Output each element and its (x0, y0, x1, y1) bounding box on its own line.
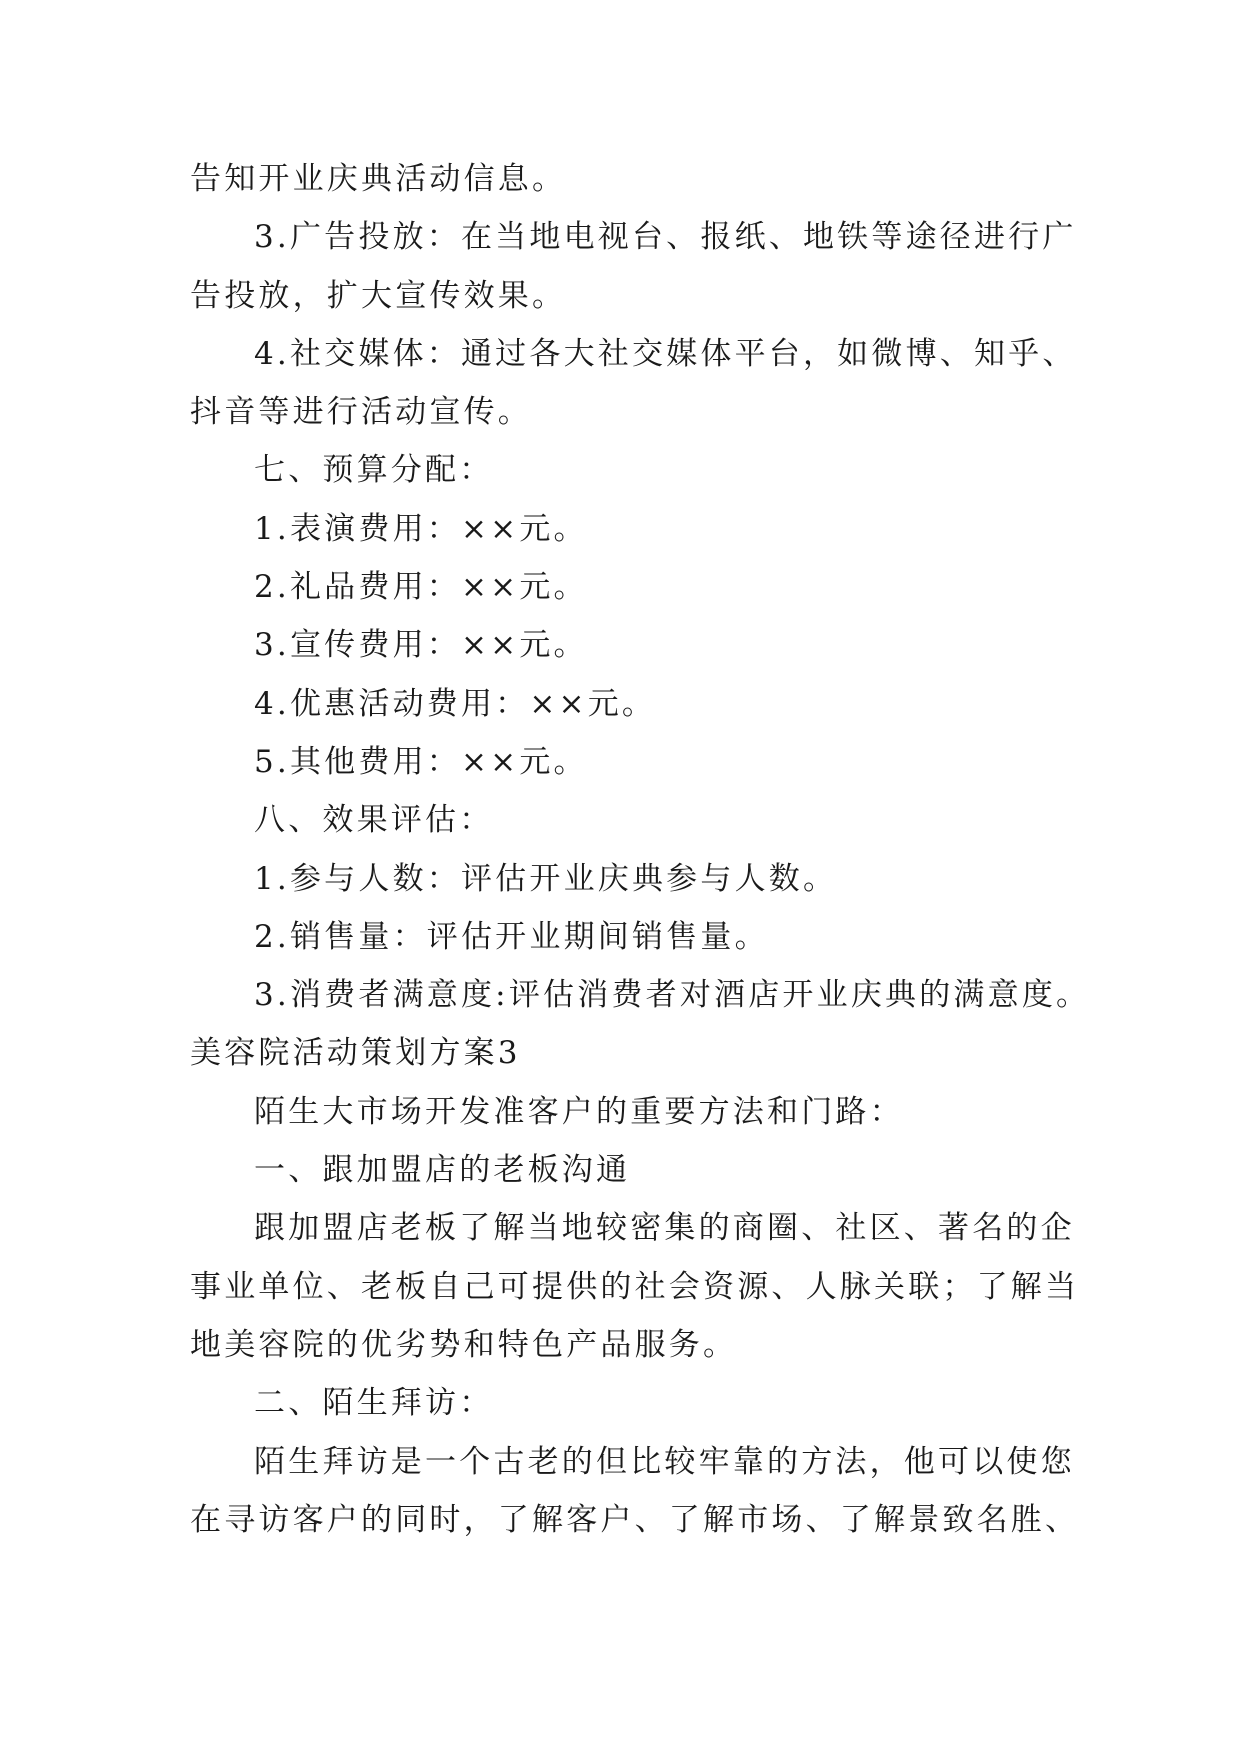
list-item: 3.宣传费用：××元。 (254, 627, 588, 664)
section-heading-evaluation: 八、效果评估： (254, 802, 494, 839)
paragraph-line: 抖音等进行活动宣传。 (190, 394, 532, 431)
paragraph-line: 告知开业庆典活动信息。 (190, 161, 567, 197)
document-body (190, 150, 1091, 1549)
paragraph-line: 跟加盟店老板了解当地较密集的商圈、社区、著名的企 (254, 1210, 1075, 1247)
list-item: 2.礼品费用：××元。 (254, 569, 588, 606)
section-heading-visit: 二、陌生拜访： (254, 1385, 494, 1422)
section-heading-budget: 七、预算分配： (254, 452, 494, 489)
list-item: 5.其他费用：××元。 (254, 743, 588, 780)
paragraph-line: 3.广告投放：在当地电视台、报纸、地铁等途径进行广 (254, 219, 1077, 256)
paragraph-line: 在寻访客户的同时，了解客户、了解市场、了解景致名胜、 (190, 1501, 1080, 1538)
paragraph-line: 告投放，扩大宣传效果。 (190, 277, 567, 314)
paragraph-line: 陌生拜访是一个古老的但比较牢靠的方法，他可以使您 (254, 1443, 1075, 1480)
paragraph-line: 地美容院的优劣势和特色产品服务。 (190, 1326, 738, 1363)
list-item: 1.表演费用：××元。 (254, 510, 588, 547)
paragraph-line: 4.社交媒体：通过各大社交媒体平台，如微博、知乎、 (254, 335, 1077, 372)
list-item: 4.优惠活动费用：××元。 (254, 685, 657, 722)
document-title: 美容院活动策划方案3 (190, 1035, 521, 1072)
paragraph-line: 陌生大市场开发准客户的重要方法和门路： (254, 1093, 904, 1130)
section-heading-communicate: 一、跟加盟店的老板沟通 (254, 1152, 631, 1189)
list-item: 2.销售量：评估开业期间销售量。 (254, 918, 769, 955)
list-item: 1.参与人数：评估开业庆典参与人数。 (254, 860, 838, 897)
list-item: 3.消费者满意度:评估消费者对酒店开业庆典的满意度。 (254, 977, 1091, 1014)
paragraph-line: 事业单位、老板自己可提供的社会资源、人脉关联；了解当 (190, 1268, 1080, 1305)
